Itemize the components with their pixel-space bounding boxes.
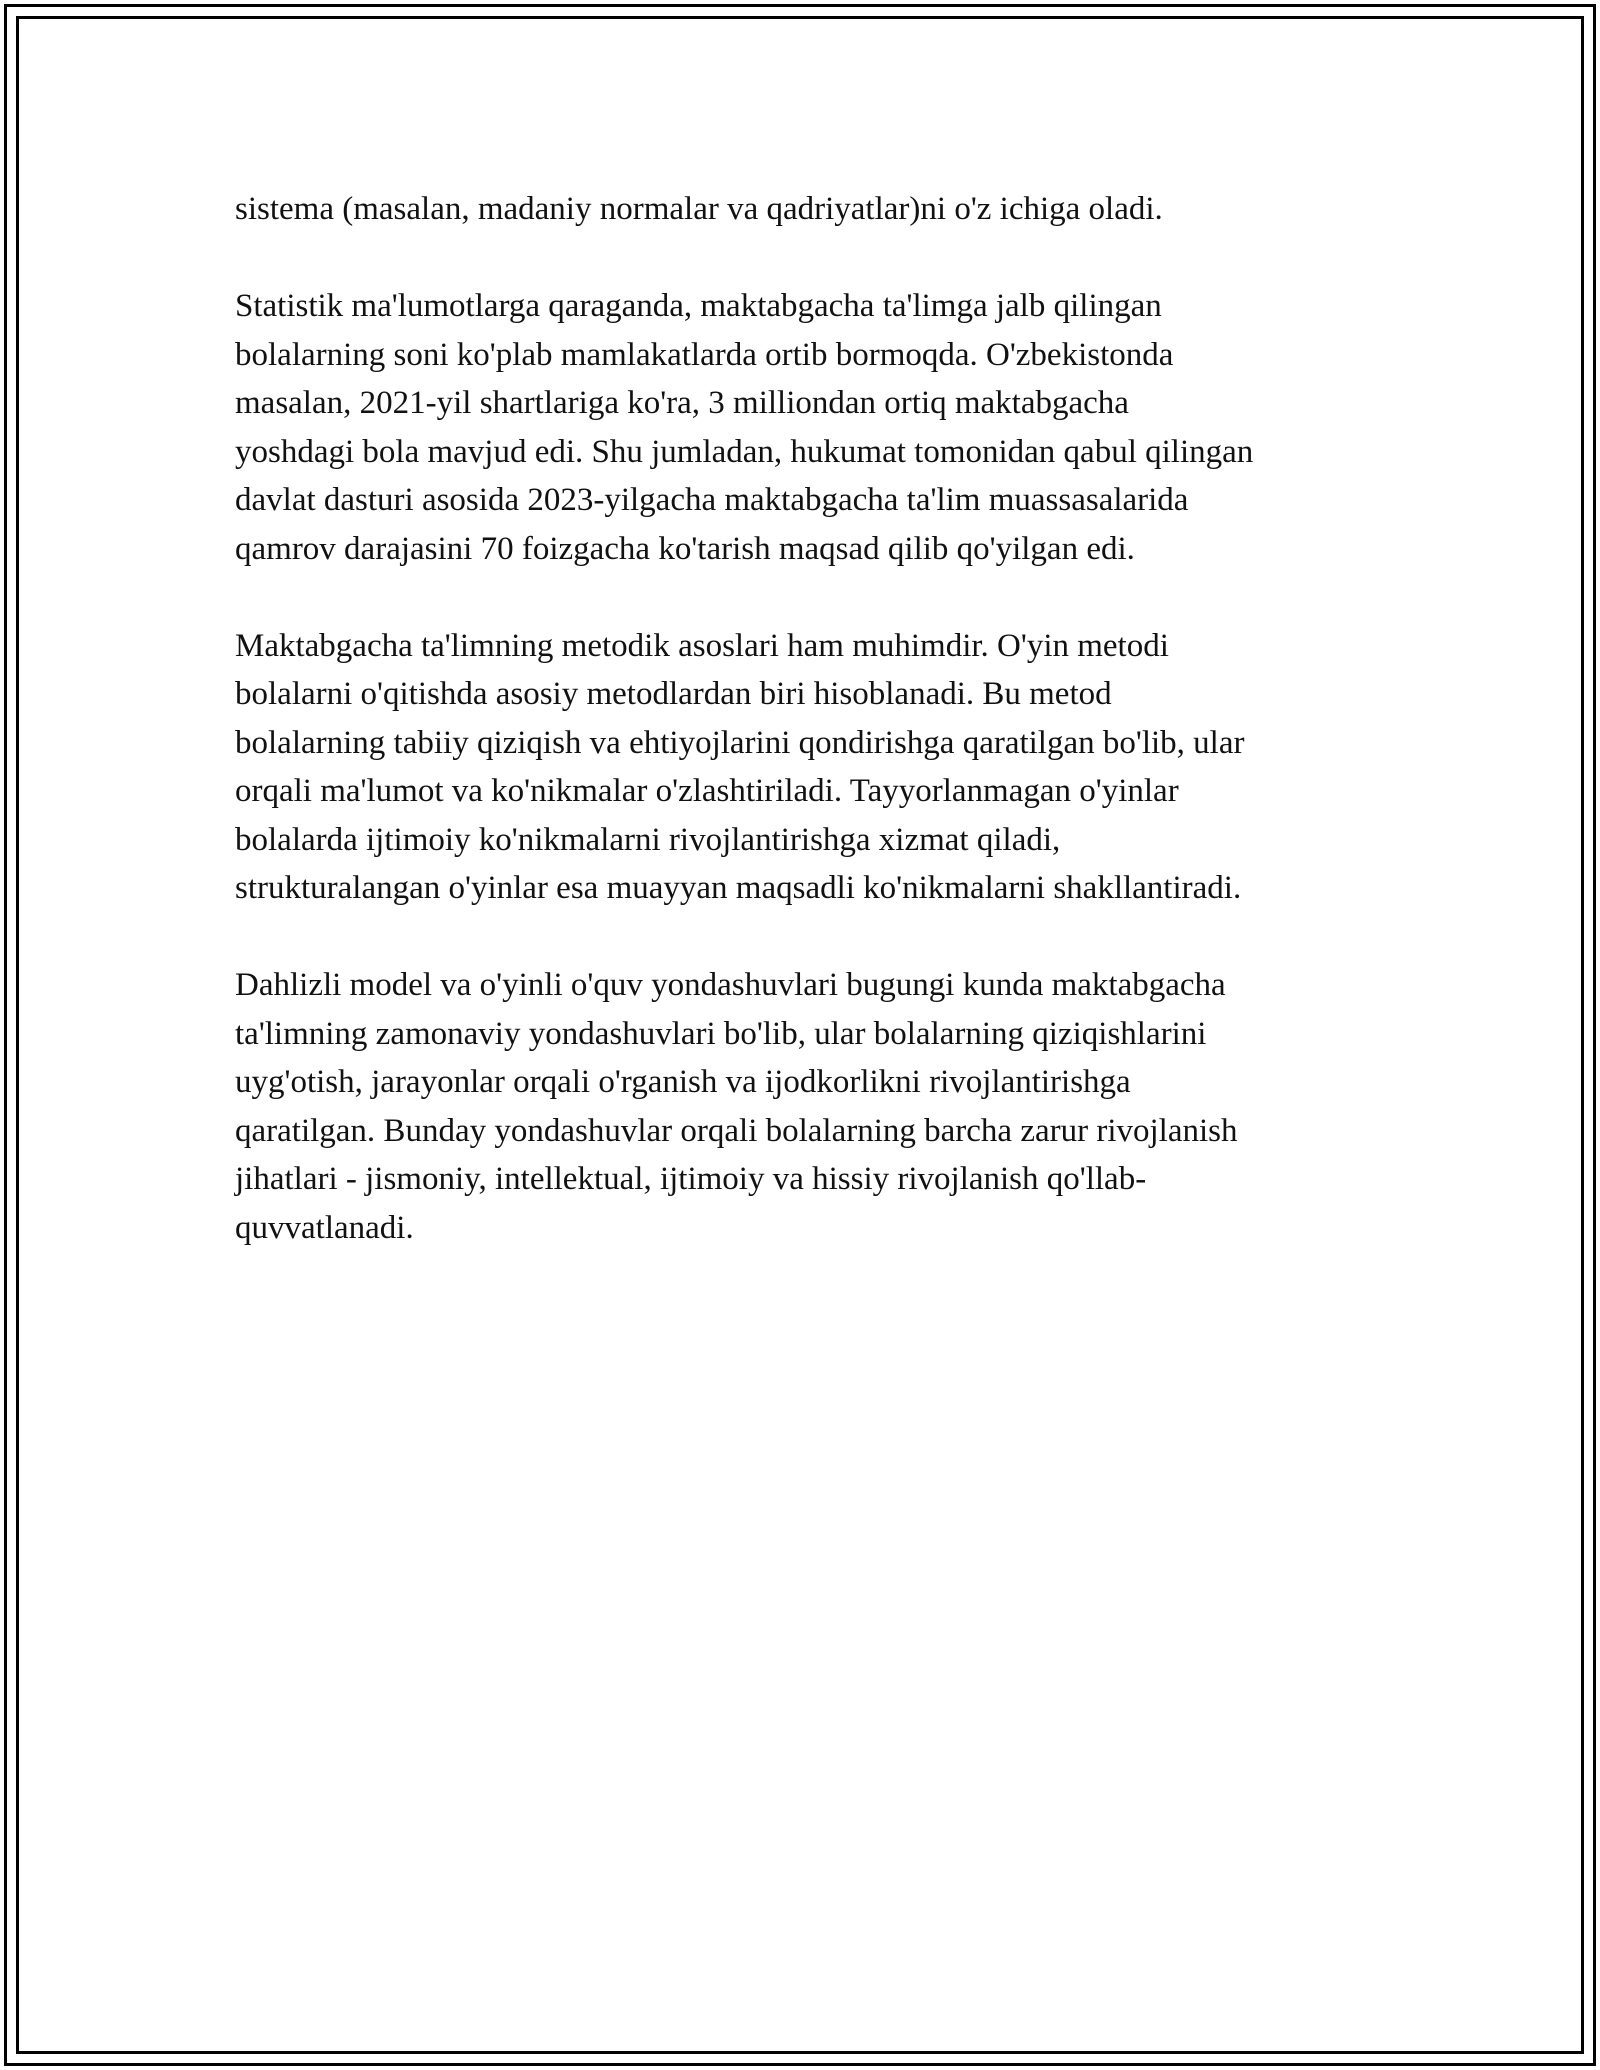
text-line: ta'limning zamonaviy yondashuvlari bo'lib, ular bolalarning qiziqishlarini [235,1015,1207,1052]
text-line: quvvatlanadi. [235,1209,414,1246]
text-line: bolalarning tabiiy qiziqish va ehtiyojlarini qondirishga qaratilgan bo'lib, ular [235,724,1245,761]
text-line: sistema (masalan, madaniy normalar va qadriyatlar)ni o'z ichiga oladi. [235,191,1163,227]
text-line: jihatlari - jismoniy, intellektual, ijtimoiy va hissiy rivojlanish qo'llab- [235,1161,1147,1197]
paragraph-2 [235,282,1385,573]
text-line: Maktabgacha ta'limning metodik asoslari ham muhimdir. O'yin metodi [235,627,1169,664]
document-body [235,185,1385,1301]
paragraph-4 [235,961,1385,1252]
text-line: bolalarni o'qitishda asosiy metodlardan biri hisoblanadi. Bu metod [235,676,1112,712]
text-line: masalan, 2021-yil shartlariga ko'ra, 3 milliondan ortiq maktabgacha [235,385,1129,421]
text-line: davlat dasturi asosida 2023-yilgacha maktabgacha ta'lim muassasalarida [235,482,1189,518]
text-line: Dahlizli model va o'yinli o'quv yondashuvlari bugungi kunda maktabgacha [235,967,1226,1003]
text-line: bolalarning soni ko'plab mamlakatlarda ortib bormoqda. O'zbekistonda [235,336,1174,373]
paragraph-3 [235,622,1385,913]
text-line: Statistik ma'lumotlarga qaraganda, maktabgacha ta'limga jalb qilingan [235,288,1162,324]
text-line: qaratilgan. Bunday yondashuvlar orqali bolalarning barcha zarur rivojlanish [235,1112,1238,1149]
paragraph-1 [235,185,1385,234]
text-line: yoshdagi bola mavjud edi. Shu jumladan, hukumat tomonidan qabul qilingan [235,433,1254,470]
text-line: bolalarda ijtimoiy ko'nikmalarni rivojlantirishga xizmat qiladi, [235,821,1061,858]
text-line: qamrov darajasini 70 foizgacha ko'tarish maqsad qilib qo'yilgan edi. [235,530,1135,567]
text-line: strukturalangan o'yinlar esa muayyan maqsadli ko'nikmalarni shakllantiradi. [235,870,1242,906]
text-line: orqali ma'lumot va ko'nikmalar o'zlashtiriladi. Tayyorlanmagan o'yinlar [235,773,1179,809]
text-line: uyg'otish, jarayonlar orqali o'rganish va ijodkorlikni rivojlantirishga [235,1064,1131,1100]
